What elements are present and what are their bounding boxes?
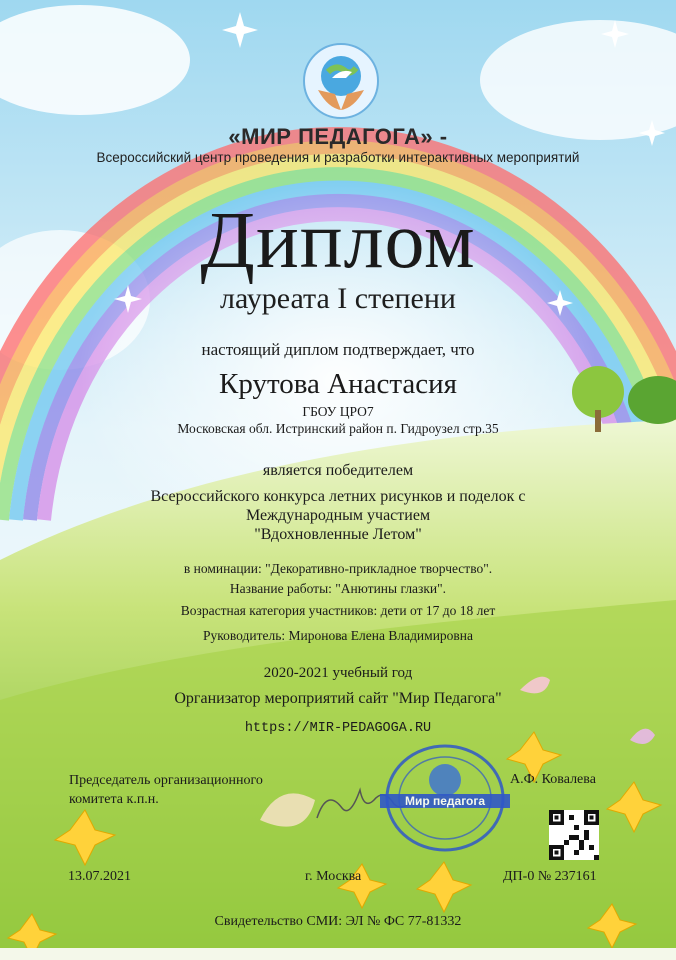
issue-date: 13.07.2021 [68,869,131,884]
diploma-number: ДП-0 № 237161 [503,869,597,884]
organization-name: «МИР ПЕДАГОГА» - [228,124,448,149]
site-link[interactable]: https://MIR-PEDAGOGA.RU [244,721,432,736]
recipient-address: Московская обл. Истринский район п. Гидроузел стр.35 [177,421,499,436]
winner-text: является победителем [262,462,414,479]
diploma-degree: лауреата I степени [220,282,456,315]
organization-subtitle: Всероссийский центр проведения и разработки интерактивных мероприятий [96,150,580,165]
media-certificate: Свидетельство СМИ: ЭЛ № ФС 77-81332 [214,914,462,929]
chair-line-2: комитета к.п.н. [69,792,159,807]
recipient-school: ГБОУ ЦРО7 [302,404,374,419]
chair-title [69,771,263,809]
contest-title [0,487,676,544]
recipient-name: Крутова Анастасия [218,368,458,400]
issue-city: г. Москва [305,869,362,884]
contest-line-3: "Вдохновленные Летом" [254,526,422,543]
organizer: Организатор мероприятий сайт "Мир Педагога" [174,690,502,707]
chair-line-1: Председатель организационного [69,773,263,788]
nomination: в номинации: "Декоративно-прикладное творчество". [183,561,493,576]
stamp-text: Мир педагога [380,794,510,808]
contest-line-2: Международным участием [245,507,431,524]
confirmation-text: настоящий диплом подтверждает, что [201,340,475,359]
official-stamp [380,738,510,858]
work-title: Название работы: "Анютины глазки". [229,581,447,596]
age-category: Возрастная категория участников: дети от 17 до 18 лет [180,603,496,618]
organization-logo [302,42,380,120]
school-year: 2020-2021 учебный год [263,665,413,681]
leader: Руководитель: Миронова Елена Владимировна [202,628,474,643]
qr-code [549,810,599,860]
contest-line-1: Всероссийского конкурса летних рисунков и поделок с [150,488,526,505]
signer-name: А.Ф. Ковалева [510,772,596,787]
diploma-title: Диплом [200,197,476,285]
